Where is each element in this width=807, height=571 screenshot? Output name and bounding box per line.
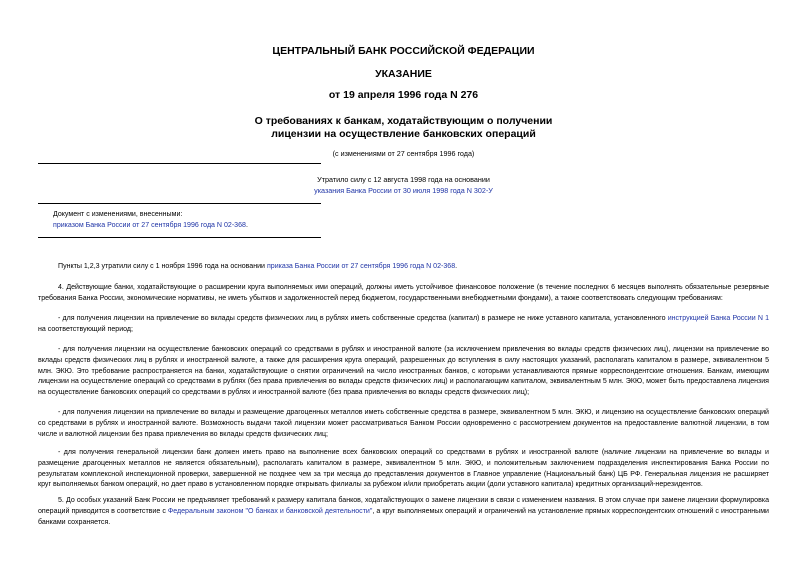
validity-block: [0, 175, 807, 196]
paragraph-4b: - для получения лицензии на осуществление банковских операций со средствами в рублях и иностранной валюте (за исключением привлечения во вклады средств физических лиц), лицензии на привлечение во вклады средств физических лиц в рублях и иностранной валюте, а также для расширения круга операций, разрешенных до вступления в силу настоящих указаний, располагать капиталом в размере, эквивалентном 5 млн. ЭКЮ. Это требование распространяется на банки, ходатайствующие о снятии ограничений на число иностранных банков, с которыми устанавливаются прямые корреспондентские отношения. Банкам, имеющим лицензии на осуществление операций со средствами в рублях (без права привлечения во вклады средств физических лиц) и располагающим капиталом, эквивалентным 5 млн. ЭКЮ, может быть предоставлена лицензия на осуществление банковских операций со средствами в рублях и иностранной валюте (без права привлечения во вклады средств физических лиц);: [38, 346, 769, 396]
amendments-link[interactable]: приказом Банка России от 27 сентября 1996 года N 02-368: [53, 221, 246, 229]
paragraph-4d: - для получения генеральной лицензии банк должен иметь право на выполнение всех банковских операций со средствами в рублях и иностранной валюте (наличие лицензии на привлечение во вклады и размещение драгоценных металлов не является обязательным), располагать капиталом в размере, эквивалентном 5 млн. ЭКЮ, и положительным заключением подразделения инспектирования Банка России по результатам комплексной инспекционной проверки, завершенной не позднее чем за три месяца до представления документов в Главное управление (Национальный банк) ЦБ РФ. Генеральная лицензия не расширяет круг выполняемых банком операций, но дает право в установленном порядке открывать филиалы за рубежом и/или приобретать акции (доли уставного капитала) кредитных организаций-нерезидентов.: [38, 449, 769, 489]
bank-name: ЦЕНТРАЛЬНЫЙ БАНК РОССИЙСКОЙ ФЕДЕРАЦИИ: [272, 45, 535, 57]
amendments-block: Документ с изменениями, внесенными: приказом Банка России от 27 сентября 1996 года N 02-368.: [53, 211, 248, 229]
divider: [38, 203, 321, 204]
doc-date: от 19 апреля 1996 года N 276: [328, 89, 479, 101]
federal-law-link[interactable]: Федеральным законом "О банках и банковской деятельности": [167, 507, 373, 515]
divider: [38, 163, 321, 164]
divider: [38, 237, 321, 238]
doc-type: УКАЗАНИЕ: [375, 68, 432, 80]
paragraph-5: 5. До особых указаний Банк России не предъявляет требований к размеру капитала банков, ходатайствующих о замене лицензии в связи с изменением названия. В этом случае при замене лицензии формулировка операций приводится в соответствие с Федеральным законом "О банках и банковской деятельности", а круг выполняемых операций и ограничений на установление прямых корреспондентских отношений с иностранными банками сохраняется.: [38, 497, 769, 526]
paragraph-repeal: Пункты 1,2,3 утратили силу с 1 ноября 1996 года на основании приказа Банка России от 27 сентября 1996 года N 02-368.: [58, 263, 458, 270]
repeal-link[interactable]: приказа Банка России от 27 сентября 1996 года N 02-368: [266, 263, 456, 270]
doc-title-line-1: О требованиях к банкам, ходатайствующим о получении: [254, 115, 553, 127]
paragraph-4c: - для получения лицензии на привлечение во вклады и размещение драгоценных металлов иметь собственные средства в размере, эквивалентном 5 млн. ЭКЮ, и лицензию на осуществление банковских операций со средствами в рублях и иностранной валюте. Возможность выдачи такой лицензии может рассматриваться Банком России одновременно с рассмотрением документов на предоставление валютной лицензии, в том числе и валютной лицензии без права привлечения во вклады средств физических лиц;: [38, 409, 769, 438]
paragraph-4a: - для получения лицензии на привлечение во вклады средств физических лиц в рублях иметь собственные средства (капитал) в размере не ниже уставного капитала, установленного инструкцией Банка России N 1 на соответствующий период;: [38, 315, 770, 333]
doc-title-line-2: лицензии на осуществление банковских операций: [271, 128, 536, 140]
paragraph-4: 4. Действующие банки, ходатайствующие о расширении круга выполняемых ими операций, должны иметь устойчивое финансовое положение (в течение последних 6 месяцев выполнять обязательные резервные требования Банка России, экономические нормативы, не иметь убытков и задолженностей перед бюджетом, государственными внебюджетными фондами), а также соответствовать следующим требованиям:: [38, 284, 769, 302]
validity-text: Утратило силу с 12 августа 1998 года на основании: [317, 175, 490, 184]
amendments-label: Документ с изменениями, внесенными:: [53, 211, 183, 218]
instruction-link[interactable]: инструкцией Банка России N 1: [667, 315, 770, 322]
amendment-note: (с изменениями от 27 сентября 1996 года): [332, 149, 475, 158]
validity-link[interactable]: указания Банка России от 30 июля 1998 года N 302-У: [314, 185, 493, 195]
